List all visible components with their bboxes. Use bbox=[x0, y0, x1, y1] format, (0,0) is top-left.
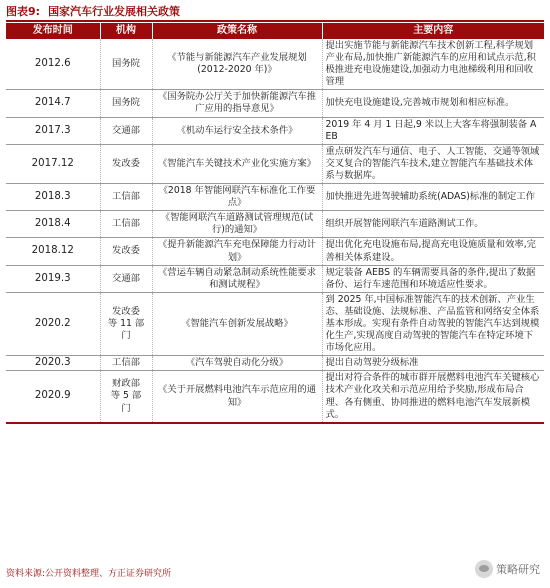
cell-date: 2018.4 bbox=[6, 211, 100, 238]
cell-policy-name: 《机动车运行安全技术条件》 bbox=[152, 117, 322, 144]
cell-date: 2020.2 bbox=[6, 292, 100, 355]
figure-title-text: 国家汽车行业发展相关政策 bbox=[48, 5, 181, 18]
cell-date: 2017.3 bbox=[6, 117, 100, 144]
cell-date: 2018.3 bbox=[6, 184, 100, 211]
table-row bbox=[6, 117, 544, 144]
figure-label: 图表9: bbox=[6, 5, 41, 18]
cell-content: 提出优化充电设施布局,提高充电设施质量和效率,完善相关体系建设。 bbox=[322, 238, 544, 265]
cell-content: 重点研发汽车与通信、电子、人工智能、交通等领域交叉复合的智能汽车技术,建立智能汽车基础技术体系与数据库。 bbox=[322, 144, 544, 183]
cell-policy-name: 《智能网联汽车道路测试管理规范(试行)的通知》 bbox=[152, 211, 322, 238]
table-row bbox=[6, 292, 544, 355]
cell-content: 组织开展智能网联汽车道路测试工作。 bbox=[322, 211, 544, 238]
cell-date: 2018.12 bbox=[6, 238, 100, 265]
cell-content: 规定装备 AEBS 的车辆需要具备的条件,提出了数据备份、运行车速范围和环境适应性要求。 bbox=[322, 265, 544, 292]
cell-policy-name: 《汽车驾驶自动化分级》 bbox=[152, 356, 322, 371]
cell-policy-name: 《国务院办公厅关于加快新能源汽车推广应用的指导意见》 bbox=[152, 90, 322, 117]
table-row bbox=[6, 265, 544, 292]
cell-org: 国务院 bbox=[100, 90, 152, 117]
header-content: 主要内容 bbox=[322, 23, 544, 39]
table-row bbox=[6, 238, 544, 265]
watermark-text: 策略研究 bbox=[496, 563, 540, 576]
cell-date: 2012.6 bbox=[6, 39, 100, 90]
cell-org: 发改委 bbox=[100, 144, 152, 183]
cell-org: 发改委 bbox=[100, 238, 152, 265]
cell-org: 工信部 bbox=[100, 356, 152, 371]
cell-content: 加快推进先进驾驶辅助系统(ADAS)标准的制定工作 bbox=[322, 184, 544, 211]
cell-content: 到 2025 年,中国标准智能汽车的技术创新、产业生态、基础设施、法规标准、产品监管和网络安全体系基本形成。实现有条件自动驾驶的智能汽车达到规模化生产,实现高度自动驾驶的智能汽车在特定环境下市场化应用。 bbox=[322, 292, 544, 355]
header-date: 发布时间 bbox=[6, 23, 100, 39]
cell-org: 工信部 bbox=[100, 184, 152, 211]
cell-policy-name: 《智能汽车创新发展战略》 bbox=[152, 292, 322, 355]
cell-content: 提出自动驾驶分级标准 bbox=[322, 356, 544, 371]
cell-content: 提出实施节能与新能源汽车技术创新工程,科学规划产业布局,加快推广新能源汽车的应用和试点示范,积极推进充电设施建设,加强动力电池梯级利用和回收管理 bbox=[322, 39, 544, 90]
cell-date: 2014.7 bbox=[6, 90, 100, 117]
table-row bbox=[6, 211, 544, 238]
cell-policy-name: 《节能与新能源汽车产业发展规划(2012-2020 年)》 bbox=[152, 39, 322, 90]
cell-policy-name: 《2018 年智能网联汽车标准化工作要点》 bbox=[152, 184, 322, 211]
table-row bbox=[6, 184, 544, 211]
cell-date: 2020.3 bbox=[6, 356, 100, 371]
cell-org: 工信部 bbox=[100, 211, 152, 238]
cell-policy-name: 《智能汽车关键技术产业化实施方案》 bbox=[152, 144, 322, 183]
table-header-row bbox=[6, 23, 544, 39]
cell-content: 加快充电设施建设,完善城市规划和相应标准。 bbox=[322, 90, 544, 117]
cell-org: 交通部 bbox=[100, 117, 152, 144]
table-row bbox=[6, 90, 544, 117]
header-org: 机构 bbox=[100, 23, 152, 39]
cell-date: 2019.3 bbox=[6, 265, 100, 292]
table-row bbox=[6, 39, 544, 90]
cell-policy-name: 《提升新能源汽车充电保障能力行动计划》 bbox=[152, 238, 322, 265]
header-policy-name: 政策名称 bbox=[152, 23, 322, 39]
cell-org: 国务院 bbox=[100, 39, 152, 90]
figure-title bbox=[6, 2, 544, 22]
cell-policy-name: 《关于开展燃料电池汽车示范应用的通知》 bbox=[152, 371, 322, 423]
cell-content: 2019 年 4 月 1 日起,9 米以上大客车将强制装备 AEB bbox=[322, 117, 544, 144]
cell-date: 2017.12 bbox=[6, 144, 100, 183]
table-row bbox=[6, 356, 544, 371]
cell-date: 2020.9 bbox=[6, 371, 100, 423]
table-row bbox=[6, 371, 544, 423]
cell-policy-name: 《营运车辆自动紧急制动系统性能要求和测试规程》 bbox=[152, 265, 322, 292]
cell-content: 提出对符合条件的城市群开展燃料电池汽车关键核心技术产业化攻关和示范应用给予奖励,形成布局合理、各有侧重、协同推进的燃料电池汽车发展新模式。 bbox=[322, 371, 544, 423]
watermark bbox=[475, 560, 540, 578]
wechat-icon bbox=[475, 560, 493, 578]
table-row bbox=[6, 144, 544, 183]
cell-org: 交通部 bbox=[100, 265, 152, 292]
cell-org: 发改委 等 11 部 门 bbox=[100, 292, 152, 355]
cell-org: 财政部 等 5 部 门 bbox=[100, 371, 152, 423]
source-note: 资料来源:公开资料整理、方正证券研究所 bbox=[6, 569, 172, 579]
policy-table bbox=[6, 23, 544, 424]
